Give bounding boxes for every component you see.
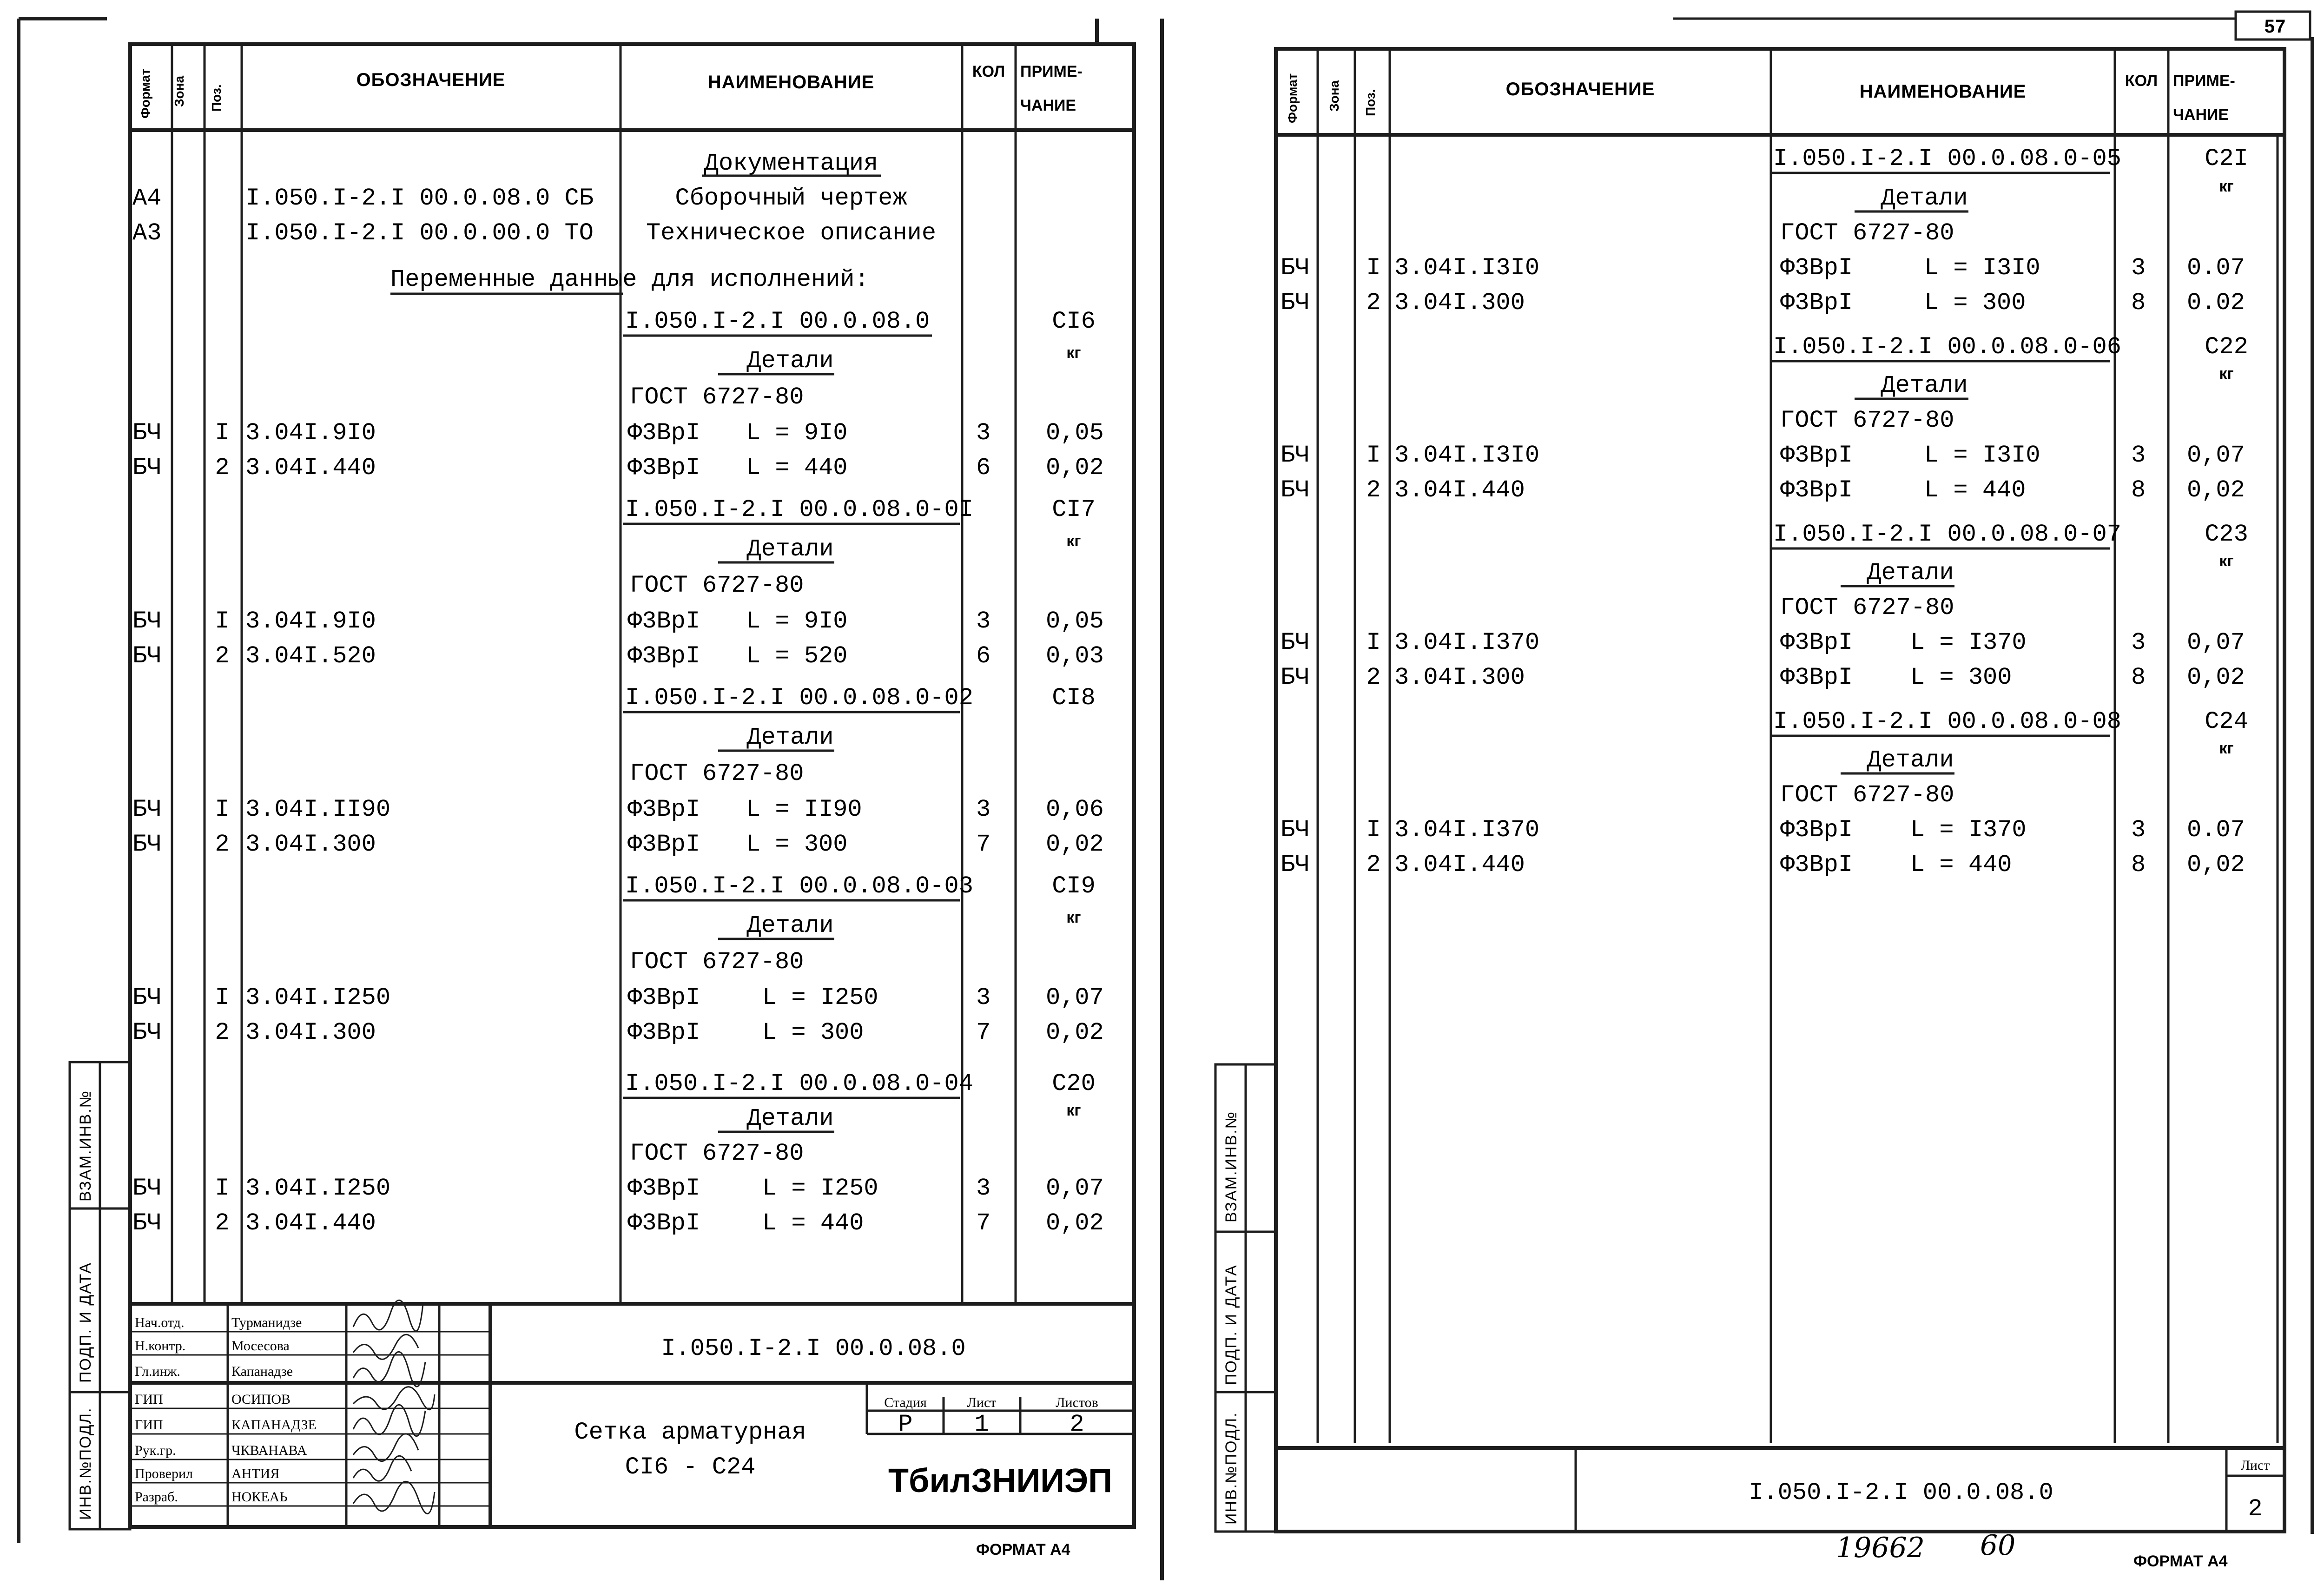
item-format: БЧ [132, 984, 162, 1011]
item-row [132, 608, 1104, 635]
side-label-inventory: ИНВ.№ПОДЛ. [1222, 1412, 1240, 1525]
title-block [130, 1300, 1134, 1527]
item-qty: 3 [976, 984, 991, 1011]
title-block [1276, 1448, 2284, 1532]
header-zone: Зона [1327, 80, 1341, 112]
gost-reference: ГОСТ 6727-80 [630, 383, 804, 411]
variant-mass-unit: кг [2219, 365, 2234, 383]
variant-block [1281, 521, 2248, 691]
handwritten-number: 60 [1980, 1529, 2016, 1562]
sheet-label: Лист [2240, 1458, 2270, 1473]
details-heading: Детали [746, 724, 834, 751]
header-designation: ОБОЗНАЧЕНИЕ [1505, 79, 1655, 99]
item-pos: 2 [1366, 851, 1381, 878]
item-pos: I [215, 984, 230, 1011]
header-format: Формат [1285, 73, 1300, 123]
doc-code: I.050.I-2.I 00.0.08.0 [1749, 1479, 2053, 1506]
person-name: ОСИПОВ [231, 1392, 291, 1407]
item-note: 0,07 [1046, 984, 1104, 1011]
item-qty: 8 [2131, 476, 2146, 504]
header-designation: ОБОЗНАЧЕНИЕ [356, 70, 506, 90]
item-designation: 3.04I.I250 [245, 1175, 391, 1202]
drawing-title: Сетка арматурная [574, 1419, 806, 1446]
variant-mass-unit: кг [2219, 552, 2234, 570]
role-label: Рук.гр. [135, 1443, 176, 1458]
item-length: L = II90 [746, 796, 862, 823]
item-qty: 8 [2131, 289, 2146, 317]
item-qty: 3 [976, 608, 991, 635]
item-format: БЧ [132, 1175, 162, 1202]
item-format: БЧ [1281, 289, 1310, 317]
item-format: БЧ [1281, 476, 1310, 504]
item-designation: 3.04I.I3I0 [1394, 254, 1540, 282]
variant-code: I.050.I-2.I 00.0.08.0-08 [1773, 708, 2121, 735]
item-note: 0,06 [1046, 796, 1104, 823]
role-label: Разраб. [135, 1489, 178, 1505]
drawing-subtitle: CI6 - C24 [625, 1453, 756, 1481]
stage-value: Р [898, 1411, 913, 1438]
item-length: L = 520 [746, 642, 848, 670]
variant-code: I.050.I-2.I 00.0.08.0 [625, 308, 930, 335]
variant-mass: C24 [2205, 708, 2248, 735]
side-stamp [1215, 1064, 1276, 1532]
item-grade: Ф3ВрI [1780, 629, 1853, 656]
header-note-line1: ПРИМЕ- [2173, 72, 2235, 90]
item-row [1281, 442, 2245, 469]
doc-name: Техническое описание [646, 219, 937, 247]
item-pos: 2 [1366, 476, 1381, 504]
item-qty: 3 [976, 1175, 991, 1202]
item-pos: I [215, 796, 230, 823]
item-grade: Ф3ВрI [627, 642, 700, 670]
gost-reference: ГОСТ 6727-80 [1780, 594, 1954, 621]
item-pos: I [1366, 816, 1381, 844]
item-length: L = 300 [746, 831, 848, 858]
item-qty: 3 [2131, 442, 2146, 469]
item-row [1281, 816, 2245, 844]
item-grade: Ф3ВрI [627, 1019, 700, 1046]
variant-mass: CI8 [1052, 684, 1096, 712]
variant-mass: C2I [2205, 145, 2248, 172]
item-note: 0,07 [1046, 1175, 1104, 1202]
item-row [132, 1209, 1104, 1237]
item-qty: 8 [2131, 664, 2146, 691]
header-pos: Поз. [1363, 89, 1378, 116]
item-pos: I [215, 419, 230, 447]
header-zone: Зона [172, 75, 186, 107]
header-note-line1: ПРИМЕ- [1020, 63, 1083, 80]
item-pos: 2 [215, 1209, 230, 1237]
details-heading: Детали [1867, 746, 1954, 774]
item-format: БЧ [132, 1209, 162, 1237]
format-label: ФОРМАТ А4 [976, 1541, 1070, 1559]
gost-reference: ГОСТ 6727-80 [630, 1140, 804, 1167]
item-designation: 3.04I.300 [1394, 289, 1525, 317]
item-grade: Ф3ВрI [1780, 664, 1853, 691]
item-format: БЧ [132, 608, 162, 635]
doc-format: А4 [132, 185, 162, 212]
variant-code: I.050.I-2.I 00.0.08.0-05 [1773, 145, 2121, 172]
sheets-value: 2 [1070, 1411, 1084, 1438]
item-row [132, 419, 1104, 447]
sheets-label: Листов [1056, 1395, 1098, 1410]
variant-mass: CI7 [1052, 496, 1096, 523]
item-length: L = 300 [762, 1019, 864, 1046]
variant-mass: CI6 [1052, 308, 1096, 335]
person-name: НОКЕАЬ [231, 1489, 288, 1505]
item-length: L = I250 [762, 1175, 878, 1202]
item-designation: 3.04I.I370 [1394, 629, 1540, 656]
header-qty: КОЛ [972, 63, 1005, 80]
item-note: 0,07 [2187, 442, 2245, 469]
person-name: АНТИЯ [231, 1466, 280, 1481]
item-length: L = 9I0 [746, 419, 848, 447]
item-pos: I [215, 608, 230, 635]
item-note: 0.07 [2187, 816, 2245, 844]
variant-mass-unit: кг [1066, 532, 1081, 550]
item-designation: 3.04I.300 [245, 1019, 376, 1046]
person-name: КАПАНАДЗЕ [231, 1417, 317, 1433]
role-label: Гл.инж. [135, 1364, 180, 1379]
doc-designation: I.050.I-2.I 00.0.08.0 СБ [245, 185, 594, 212]
variable-data-heading: Переменные данные для исполнений: [390, 266, 869, 293]
item-note: 0,02 [1046, 1019, 1104, 1046]
variant-mass: C22 [2205, 333, 2248, 361]
item-length: L = I3I0 [1924, 442, 2040, 469]
item-length: L = 9I0 [746, 608, 848, 635]
variant-block [132, 684, 1104, 858]
item-grade: Ф3ВрI [1780, 289, 1853, 317]
page-1 [19, 19, 1162, 1580]
item-designation: 3.04I.II90 [245, 796, 391, 823]
item-row [132, 831, 1104, 858]
format-label: ФОРМАТ А4 [2133, 1552, 2228, 1570]
sheet-value: 1 [974, 1411, 989, 1438]
page-2 [1215, 12, 2312, 1570]
item-row [1281, 629, 2245, 656]
item-qty: 6 [976, 454, 991, 482]
section-documentation: Документация [704, 150, 878, 177]
item-designation: 3.04I.300 [245, 831, 376, 858]
item-note: 0,03 [1046, 642, 1104, 670]
variant-mass-unit: кг [2219, 740, 2234, 757]
item-format: БЧ [132, 831, 162, 858]
item-row [1281, 254, 2245, 282]
variant-mass-unit: кг [1066, 1102, 1081, 1119]
variant-block [1281, 333, 2248, 504]
item-note: 0,07 [2187, 629, 2245, 656]
details-heading: Детали [746, 1105, 834, 1132]
item-pos: 2 [215, 454, 230, 482]
item-pos: 2 [1366, 289, 1381, 317]
item-qty: 3 [2131, 816, 2146, 844]
details-heading: Детали [746, 912, 834, 939]
variant-mass: CI9 [1052, 872, 1096, 900]
doc-name: Сборочный чертеж [675, 185, 907, 212]
variant-block [132, 496, 1104, 670]
item-row [132, 796, 1104, 823]
item-designation: 3.04I.I370 [1394, 816, 1540, 844]
item-length: L = I3I0 [1924, 254, 2040, 282]
sheet-value: 2 [2248, 1495, 2263, 1523]
gost-reference: ГОСТ 6727-80 [630, 572, 804, 599]
item-length: L = 440 [1910, 851, 2012, 878]
item-note: 0,05 [1046, 419, 1104, 447]
item-length: L = I370 [1910, 816, 2027, 844]
item-designation: 3.04I.I3I0 [1394, 442, 1540, 469]
item-designation: 3.04I.440 [245, 454, 376, 482]
item-qty: 8 [2131, 851, 2146, 878]
variant-block [132, 308, 1104, 482]
item-grade: Ф3ВрI [627, 796, 700, 823]
item-length: L = 440 [746, 454, 848, 482]
variant-block [1281, 145, 2248, 317]
item-grade: Ф3ВрI [627, 984, 700, 1011]
item-grade: Ф3ВрI [1780, 442, 1853, 469]
side-label-replace: ВЗАМ.ИНВ.№ [1222, 1110, 1240, 1222]
item-qty: 3 [2131, 254, 2146, 282]
item-grade: Ф3ВрI [1780, 851, 1853, 878]
item-grade: Ф3ВрI [1780, 476, 1853, 504]
details-heading: Детали [746, 535, 834, 563]
item-row [132, 642, 1104, 670]
item-note: 0.02 [2187, 289, 2245, 317]
item-row [132, 1175, 1104, 1202]
side-label-inventory: ИНВ.№ПОДЛ. [77, 1407, 94, 1520]
item-note: 0,02 [2187, 476, 2245, 504]
item-designation: 3.04I.440 [1394, 476, 1525, 504]
item-designation: 3.04I.9I0 [245, 608, 376, 635]
item-row [132, 454, 1104, 482]
role-label: Н.контр. [135, 1338, 186, 1354]
variant-mass-unit: кг [1066, 909, 1081, 926]
item-row [1281, 476, 2245, 504]
sheet-label: Лист [967, 1395, 997, 1410]
item-note: 0,02 [1046, 831, 1104, 858]
details-heading: Детали [1881, 185, 1968, 212]
item-grade: Ф3ВрI [627, 608, 700, 635]
person-name: Мосесова [231, 1338, 290, 1354]
variant-code: I.050.I-2.I 00.0.08.0-07 [1773, 521, 2121, 548]
item-qty: 3 [976, 419, 991, 447]
item-grade: Ф3ВрI [1780, 816, 1853, 844]
item-note: 0,02 [1046, 1209, 1104, 1237]
item-format: БЧ [132, 419, 162, 447]
item-pos: I [215, 1175, 230, 1202]
item-pos: 2 [215, 1019, 230, 1046]
item-format: БЧ [132, 642, 162, 670]
item-row [132, 984, 1104, 1011]
item-format: БЧ [132, 454, 162, 482]
variant-code: I.050.I-2.I 00.0.08.0-03 [625, 872, 973, 900]
item-note: 0,02 [2187, 851, 2245, 878]
item-row [1281, 664, 2245, 691]
details-heading: Детали [1881, 372, 1968, 399]
item-format: БЧ [132, 1019, 162, 1046]
item-qty: 7 [976, 1209, 991, 1237]
item-format: БЧ [1281, 664, 1310, 691]
item-pos: 2 [215, 642, 230, 670]
item-pos: 2 [215, 831, 230, 858]
variant-mass-unit: кг [2219, 178, 2234, 195]
header-format: Формат [138, 68, 152, 119]
header-name: НАИМЕНОВАНИЕ [1859, 81, 2027, 102]
item-designation: 3.04I.9I0 [245, 419, 376, 447]
gost-reference: ГОСТ 6727-80 [1780, 407, 1954, 434]
item-qty: 3 [976, 796, 991, 823]
item-designation: 3.04I.440 [1394, 851, 1525, 878]
item-grade: Ф3ВрI [627, 419, 700, 447]
item-format: БЧ [132, 796, 162, 823]
item-pos: I [1366, 442, 1381, 469]
handwritten-inventory: 19662 [1836, 1532, 1925, 1564]
item-format: БЧ [1281, 442, 1310, 469]
person-name: ЧКВАНАВА [231, 1443, 307, 1458]
header-name: НАИМЕНОВАНИЕ [707, 72, 875, 92]
item-qty: 7 [976, 1019, 991, 1046]
doc-code: I.050.I-2.I 00.0.08.0 [661, 1335, 966, 1362]
variant-block [132, 1070, 1104, 1237]
item-row [1281, 289, 2245, 317]
variant-code: I.050.I-2.I 00.0.08.0-04 [625, 1070, 973, 1097]
side-label-signature: ПОДП. И ДАТА [77, 1262, 94, 1383]
doc-designation: I.050.I-2.I 00.0.00.0 ТО [245, 219, 594, 247]
gost-reference: ГОСТ 6727-80 [1780, 219, 1954, 247]
item-row [1281, 851, 2245, 878]
person-name: Турманидзе [231, 1315, 302, 1330]
stage-label: Стадия [884, 1395, 927, 1410]
item-note: 0,05 [1046, 608, 1104, 635]
item-note: 0,02 [1046, 454, 1104, 482]
organization-name: ТбилЗНИИЭП [888, 1462, 1113, 1499]
item-length: L = 440 [1924, 476, 2026, 504]
variant-block [1281, 708, 2248, 878]
gost-reference: ГОСТ 6727-80 [630, 760, 804, 787]
item-qty: 6 [976, 642, 991, 670]
item-designation: 3.04I.I250 [245, 984, 391, 1011]
item-qty: 7 [976, 831, 991, 858]
header-qty: КОЛ [2125, 72, 2158, 90]
item-format: БЧ [1281, 816, 1310, 844]
variant-mass: C23 [2205, 521, 2248, 548]
item-length: L = 300 [1924, 289, 2026, 317]
role-label: ГИП [135, 1392, 163, 1407]
role-label: ГИП [135, 1417, 163, 1433]
item-qty: 3 [2131, 629, 2146, 656]
item-pos: 2 [1366, 664, 1381, 691]
item-length: L = 440 [762, 1209, 864, 1237]
item-note: 0.07 [2187, 254, 2245, 282]
variant-mass-unit: кг [1066, 344, 1081, 362]
role-label: Нач.отд. [135, 1315, 185, 1330]
item-pos: I [1366, 254, 1381, 282]
variant-mass: C20 [1052, 1070, 1096, 1097]
page-number-top: 57 [2264, 16, 2286, 37]
item-grade: Ф3ВрI [627, 454, 700, 482]
details-heading: Детали [746, 347, 834, 375]
item-grade: Ф3ВрI [1780, 254, 1853, 282]
doc-format: А3 [132, 219, 162, 247]
variant-code: I.050.I-2.I 00.0.08.0-02 [625, 684, 973, 712]
item-designation: 3.04I.440 [245, 1209, 376, 1237]
variant-code: I.050.I-2.I 00.0.08.0-06 [1773, 333, 2121, 361]
item-format: БЧ [1281, 629, 1310, 656]
item-grade: Ф3ВрI [627, 831, 700, 858]
side-label-replace: ВЗАМ.ИНВ.№ [77, 1090, 94, 1202]
variant-block [132, 872, 1104, 1046]
item-row [132, 1019, 1104, 1046]
item-note: 0,02 [2187, 664, 2245, 691]
variant-code: I.050.I-2.I 00.0.08.0-0I [625, 496, 973, 523]
item-length: L = I370 [1910, 629, 2027, 656]
item-format: БЧ [1281, 851, 1310, 878]
item-length: L = I250 [762, 984, 878, 1011]
side-stamp [70, 1062, 130, 1529]
item-length: L = 300 [1910, 664, 2012, 691]
gost-reference: ГОСТ 6727-80 [1780, 781, 1954, 809]
header-note-line2: ЧАНИЕ [1020, 97, 1076, 114]
item-format: БЧ [1281, 254, 1310, 282]
item-grade: Ф3ВрI [627, 1209, 700, 1237]
item-pos: I [1366, 629, 1381, 656]
header-note-line2: ЧАНИЕ [2173, 106, 2229, 124]
details-heading: Детали [1867, 559, 1954, 587]
header-pos: Поз. [209, 84, 224, 112]
person-name: Капанадзе [231, 1364, 293, 1379]
item-grade: Ф3ВрI [627, 1175, 700, 1202]
gost-reference: ГОСТ 6727-80 [630, 948, 804, 976]
side-label-signature: ПОДП. И ДАТА [1222, 1264, 1240, 1385]
item-designation: 3.04I.520 [245, 642, 376, 670]
role-label: Проверил [135, 1466, 193, 1481]
item-designation: 3.04I.300 [1394, 664, 1525, 691]
